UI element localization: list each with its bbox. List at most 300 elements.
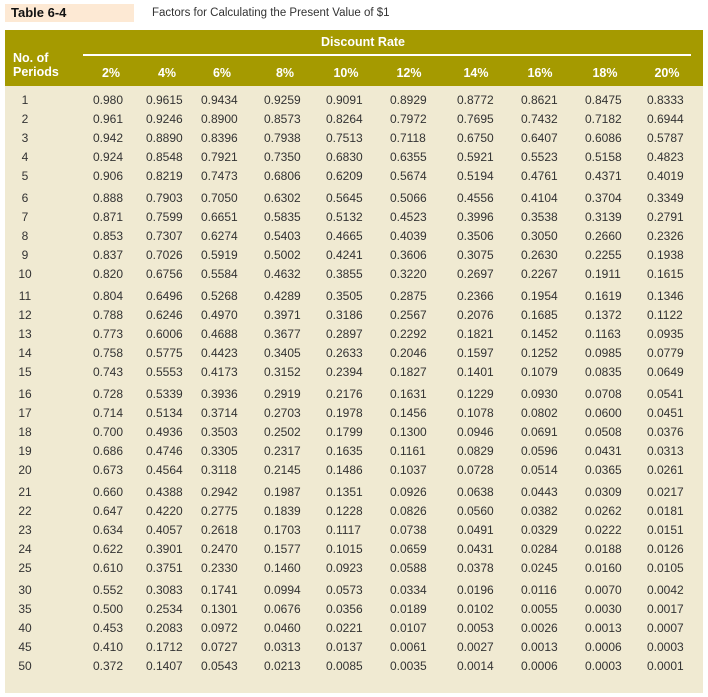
factor-cell: 0.4220	[146, 504, 183, 518]
factor-cell: 0.0378	[457, 561, 494, 575]
table-row	[5, 129, 703, 148]
periods-heading-line2: Periods	[13, 65, 59, 79]
factor-cell: 0.2502	[264, 425, 301, 439]
period-cell: 8	[21, 229, 29, 243]
table-row	[5, 657, 703, 676]
factor-cell: 0.1712	[146, 640, 183, 654]
period-cell: 50	[18, 659, 32, 673]
factor-cell: 0.0017	[647, 602, 684, 616]
factor-cell: 0.2176	[326, 387, 363, 401]
table-row	[5, 325, 703, 344]
factor-cell: 0.7695	[457, 112, 494, 126]
table-row	[5, 559, 703, 578]
factor-cell: 0.0013	[585, 621, 622, 635]
factor-cell: 0.5553	[146, 365, 183, 379]
title-row	[0, 0, 708, 24]
factor-cell: 0.6407	[521, 131, 558, 145]
factor-cell: 0.6246	[146, 308, 183, 322]
factor-cell: 0.673	[93, 463, 124, 477]
factor-cell: 0.0727	[201, 640, 238, 654]
factor-cell: 0.0105	[647, 561, 684, 575]
table-number-label: Table 6-4	[5, 4, 134, 22]
factor-cell: 0.0027	[457, 640, 494, 654]
table-body	[5, 86, 703, 693]
rate-header-8: 18%	[592, 66, 618, 80]
factor-cell: 0.660	[93, 485, 124, 499]
period-cell: 10	[18, 267, 32, 281]
factor-cell: 0.1037	[390, 463, 427, 477]
factor-cell: 0.1821	[457, 327, 494, 341]
factor-cell: 0.5674	[390, 169, 427, 183]
factor-cell: 0.1229	[457, 387, 494, 401]
factor-cell: 0.3186	[326, 308, 363, 322]
rate-header-5: 12%	[396, 66, 422, 80]
factor-cell: 0.2630	[521, 248, 558, 262]
period-cell: 12	[18, 308, 32, 322]
factor-cell: 0.1703	[264, 523, 301, 537]
factor-cell: 0.0053	[457, 621, 494, 635]
factor-cell: 0.7026	[146, 248, 183, 262]
factor-cell: 0.0659	[390, 542, 427, 556]
factor-cell: 0.686	[93, 444, 124, 458]
factor-cell: 0.0600	[585, 406, 622, 420]
table-row	[5, 110, 703, 129]
factor-cell: 0.0443	[521, 485, 558, 499]
factor-cell: 0.2660	[585, 229, 622, 243]
factor-cell: 0.8219	[146, 169, 183, 183]
factor-cell: 0.3118	[201, 463, 237, 477]
table-row	[5, 600, 703, 619]
factor-cell: 0.7350	[264, 150, 301, 164]
table-row	[5, 502, 703, 521]
factor-cell: 0.7473	[201, 169, 238, 183]
factor-cell: 0.0160	[585, 561, 622, 575]
factor-cell: 0.0035	[390, 659, 427, 673]
factor-cell: 0.7938	[264, 131, 301, 145]
period-cell: 21	[18, 485, 32, 499]
factor-cell: 0.2326	[647, 229, 684, 243]
factor-cell: 0.4556	[457, 191, 494, 205]
factor-cell: 0.8333	[647, 93, 684, 107]
period-cell: 2	[21, 112, 29, 126]
factor-cell: 0.6496	[146, 289, 183, 303]
factor-cell: 0.3677	[264, 327, 301, 341]
factor-cell: 0.3996	[457, 210, 494, 224]
factor-cell: 0.1460	[264, 561, 301, 575]
factor-cell: 0.0042	[647, 583, 684, 597]
factor-cell: 0.1401	[457, 365, 494, 379]
period-cell: 23	[18, 523, 32, 537]
factor-cell: 0.980	[93, 93, 124, 107]
table-row	[5, 208, 703, 227]
factor-cell: 0.0451	[647, 406, 684, 420]
table-row	[5, 521, 703, 540]
factor-cell: 0.804	[93, 289, 124, 303]
period-cell: 35	[18, 602, 32, 616]
factor-cell: 0.410	[93, 640, 124, 654]
factor-cell: 0.1978	[326, 406, 363, 420]
period-cell: 20	[18, 463, 32, 477]
period-cell: 22	[18, 504, 32, 518]
factor-cell: 0.5919	[201, 248, 238, 262]
factor-cell: 0.2703	[264, 406, 301, 420]
factor-cell: 0.4523	[390, 210, 427, 224]
factor-cell: 0.1741	[201, 583, 238, 597]
factor-cell: 0.3220	[390, 267, 427, 281]
factor-cell: 0.8900	[201, 112, 238, 126]
factor-cell: 0.743	[93, 365, 124, 379]
factor-cell: 0.2076	[457, 308, 494, 322]
table-row	[5, 148, 703, 167]
factor-cell: 0.5523	[521, 150, 558, 164]
table-row	[5, 227, 703, 246]
factor-cell: 0.8548	[146, 150, 183, 164]
factor-cell: 0.4564	[146, 463, 183, 477]
factor-cell: 0.0676	[264, 602, 301, 616]
table-row	[5, 483, 703, 502]
factor-cell: 0.2366	[457, 289, 494, 303]
factor-cell: 0.1987	[264, 485, 301, 499]
rate-header-9: 20%	[654, 66, 680, 80]
factor-cell: 0.1015	[326, 542, 363, 556]
factor-cell: 0.6651	[201, 210, 238, 224]
factor-cell: 0.9615	[146, 93, 183, 107]
factor-cell: 0.3751	[146, 561, 183, 575]
factor-cell: 0.2618	[201, 523, 238, 537]
factor-cell: 0.0508	[585, 425, 622, 439]
factor-cell: 0.2942	[201, 485, 238, 499]
factor-cell: 0.4104	[521, 191, 558, 205]
factor-cell: 0.1631	[390, 387, 427, 401]
factor-cell: 0.0151	[647, 523, 684, 537]
factor-cell: 0.1407	[146, 659, 183, 673]
factor-cell: 0.6006	[146, 327, 183, 341]
factor-cell: 0.0026	[521, 621, 558, 635]
factor-cell: 0.2317	[264, 444, 301, 458]
factor-cell: 0.622	[93, 542, 124, 556]
factor-cell: 0.1597	[457, 346, 494, 360]
factor-cell: 0.2919	[264, 387, 301, 401]
period-cell: 19	[18, 444, 32, 458]
factor-cell: 0.0802	[521, 406, 558, 420]
factor-cell: 0.3349	[647, 191, 684, 205]
factor-cell: 0.2775	[201, 504, 238, 518]
factor-cell: 0.0930	[521, 387, 558, 401]
factor-cell: 0.0189	[390, 602, 427, 616]
factor-cell: 0.0708	[585, 387, 622, 401]
factor-cell: 0.9259	[264, 93, 301, 107]
factor-cell: 0.1954	[521, 289, 558, 303]
factor-cell: 0.1911	[585, 267, 621, 281]
factor-cell: 0.820	[93, 267, 124, 281]
factor-cell: 0.7921	[201, 150, 238, 164]
factor-cell: 0.700	[93, 425, 124, 439]
factor-cell: 0.634	[93, 523, 124, 537]
factor-cell: 0.4371	[585, 169, 622, 183]
factor-cell: 0.0826	[390, 504, 427, 518]
table-row	[5, 581, 703, 600]
factor-cell: 0.647	[93, 504, 124, 518]
factor-cell: 0.5339	[146, 387, 183, 401]
factor-cell: 0.453	[93, 621, 124, 635]
factor-cell: 0.0137	[326, 640, 363, 654]
table-row	[5, 540, 703, 559]
factor-cell: 0.0102	[457, 602, 494, 616]
factor-cell: 0.1161	[390, 444, 426, 458]
factor-cell: 0.7972	[390, 112, 427, 126]
factor-cell: 0.758	[93, 346, 124, 360]
factor-cell: 0.8475	[585, 93, 622, 107]
factor-cell: 0.0365	[585, 463, 622, 477]
factor-cell: 0.6806	[264, 169, 301, 183]
factor-cell: 0.0926	[390, 485, 427, 499]
table-row	[5, 287, 703, 306]
factor-cell: 0.8396	[201, 131, 238, 145]
rate-header-1: 4%	[157, 66, 177, 80]
factor-cell: 0.372	[93, 659, 124, 673]
factor-cell: 0.5002	[264, 248, 301, 262]
factor-cell: 0.8772	[457, 93, 494, 107]
factor-cell: 0.2394	[326, 365, 363, 379]
factor-cell: 0.2145	[264, 463, 301, 477]
factor-cell: 0.0070	[585, 583, 622, 597]
factor-cell: 0.2897	[326, 327, 363, 341]
factor-cell: 0.0491	[457, 523, 494, 537]
factor-cell: 0.4173	[201, 365, 238, 379]
factor-cell: 0.7118	[390, 131, 426, 145]
factor-cell: 0.5645	[326, 191, 363, 205]
factor-cell: 0.0514	[521, 463, 558, 477]
factor-cell: 0.5787	[647, 131, 684, 145]
factor-cell: 0.9246	[146, 112, 183, 126]
factor-cell: 0.3305	[201, 444, 238, 458]
period-cell: 45	[18, 640, 32, 654]
factor-cell: 0.0262	[585, 504, 622, 518]
factor-cell: 0.6944	[647, 112, 684, 126]
factor-cell: 0.2633	[326, 346, 363, 360]
factor-cell: 0.2470	[201, 542, 238, 556]
rate-header-3: 8%	[275, 66, 295, 80]
table-row	[5, 638, 703, 657]
factor-cell: 0.1619	[585, 289, 622, 303]
table-header	[5, 30, 703, 86]
factor-cell: 0.5134	[146, 406, 183, 420]
factor-cell: 0.1615	[647, 267, 684, 281]
factor-cell: 0.0728	[457, 463, 494, 477]
factor-cell: 0.0649	[647, 365, 684, 379]
factor-cell: 0.8621	[521, 93, 558, 107]
factor-cell: 0.1486	[326, 463, 363, 477]
factor-cell: 0.552	[93, 583, 124, 597]
period-cell: 18	[18, 425, 32, 439]
factor-cell: 0.0181	[647, 504, 684, 518]
factor-cell: 0.2534	[146, 602, 183, 616]
table-row	[5, 265, 703, 284]
factor-cell: 0.3075	[457, 248, 494, 262]
rate-header-6: 14%	[463, 66, 489, 80]
factor-cell: 0.0329	[521, 523, 558, 537]
factor-cell: 0.1079	[521, 365, 558, 379]
period-cell: 17	[18, 406, 32, 420]
factor-cell: 0.0116	[521, 583, 557, 597]
table-row	[5, 246, 703, 265]
factor-cell: 0.2083	[146, 621, 183, 635]
factor-cell: 0.7182	[585, 112, 622, 126]
factor-cell: 0.6756	[146, 267, 183, 281]
table-row	[5, 404, 703, 423]
factor-cell: 0.4019	[647, 169, 684, 183]
period-cell: 11	[18, 289, 32, 303]
factor-cell: 0.837	[93, 248, 124, 262]
factor-cell: 0.3936	[201, 387, 238, 401]
table-row	[5, 423, 703, 442]
factor-cell: 0.3050	[521, 229, 558, 243]
factor-cell: 0.1252	[521, 346, 558, 360]
factor-cell: 0.4632	[264, 267, 301, 281]
factor-cell: 0.5584	[201, 267, 238, 281]
factor-cell: 0.1346	[647, 289, 684, 303]
factor-cell: 0.7513	[326, 131, 363, 145]
factor-cell: 0.1078	[457, 406, 494, 420]
factor-cell: 0.1228	[326, 504, 363, 518]
factor-cell: 0.1122	[647, 308, 683, 322]
factor-cell: 0.906	[93, 169, 124, 183]
period-cell: 24	[18, 542, 32, 556]
factor-cell: 0.3405	[264, 346, 301, 360]
periods-heading-line1: No. of	[13, 51, 49, 65]
factor-cell: 0.0738	[390, 523, 427, 537]
factor-cell: 0.1938	[647, 248, 684, 262]
periods-heading	[13, 51, 59, 79]
factor-cell: 0.0835	[585, 365, 622, 379]
factor-cell: 0.3855	[326, 267, 363, 281]
factor-cell: 0.4057	[146, 523, 183, 537]
factor-cell: 0.5921	[457, 150, 494, 164]
factor-cell: 0.6355	[390, 150, 427, 164]
factor-cell: 0.1301	[201, 602, 238, 616]
factor-cell: 0.1685	[521, 308, 558, 322]
rate-header-2: 6%	[212, 66, 232, 80]
factor-cell: 0.853	[93, 229, 124, 243]
factor-cell: 0.3714	[201, 406, 238, 420]
factor-cell: 0.3606	[390, 248, 427, 262]
period-cell: 1	[21, 93, 29, 107]
period-cell: 3	[21, 131, 29, 145]
factor-cell: 0.3152	[264, 365, 301, 379]
factor-cell: 0.5403	[264, 229, 301, 243]
factor-cell: 0.4761	[521, 169, 558, 183]
factor-cell: 0.8264	[326, 112, 363, 126]
table-row	[5, 167, 703, 186]
factor-cell: 0.8573	[264, 112, 301, 126]
factor-cell: 0.0222	[585, 523, 622, 537]
factor-cell: 0.7050	[201, 191, 238, 205]
factor-cell: 0.1456	[390, 406, 427, 420]
factor-cell: 0.2567	[390, 308, 427, 322]
factor-cell: 0.4039	[390, 229, 427, 243]
factor-cell: 0.1827	[390, 365, 427, 379]
factor-cell: 0.9434	[201, 93, 238, 107]
factor-cell: 0.1635	[326, 444, 363, 458]
factor-cell: 0.0779	[647, 346, 684, 360]
factor-cell: 0.0356	[326, 602, 363, 616]
factor-cell: 0.6750	[457, 131, 494, 145]
factor-cell: 0.0431	[457, 542, 494, 556]
factor-cell: 0.9091	[326, 93, 363, 107]
factor-cell: 0.0055	[521, 602, 558, 616]
factor-cell: 0.4388	[146, 485, 183, 499]
factor-cell: 0.888	[93, 191, 124, 205]
period-cell: 13	[18, 327, 32, 341]
period-cell: 30	[18, 583, 32, 597]
factor-cell: 0.7599	[146, 210, 183, 224]
factor-cell: 0.0588	[390, 561, 427, 575]
table-row	[5, 461, 703, 480]
factor-cell: 0.942	[93, 131, 124, 145]
table-caption: Factors for Calculating the Present Value of $1	[152, 7, 390, 19]
factor-cell: 0.4241	[326, 248, 363, 262]
factor-cell: 0.0030	[585, 602, 622, 616]
factor-cell: 0.2292	[390, 327, 427, 341]
factor-cell: 0.5835	[264, 210, 301, 224]
period-cell: 15	[18, 365, 32, 379]
factor-cell: 0.3901	[146, 542, 183, 556]
table-row	[5, 619, 703, 638]
factor-cell: 0.0972	[201, 621, 238, 635]
factor-cell: 0.4746	[146, 444, 183, 458]
factor-cell: 0.5775	[146, 346, 183, 360]
factor-cell: 0.7307	[146, 229, 183, 243]
factor-cell: 0.6302	[264, 191, 301, 205]
factor-cell: 0.4970	[201, 308, 238, 322]
factor-cell: 0.1372	[585, 308, 622, 322]
period-cell: 25	[18, 561, 32, 575]
factor-cell: 0.500	[93, 602, 124, 616]
factor-cell: 0.0541	[647, 387, 684, 401]
discount-rate-heading: Discount Rate	[320, 35, 406, 49]
factor-cell: 0.0638	[457, 485, 494, 499]
factor-cell: 0.4936	[146, 425, 183, 439]
factor-cell: 0.4688	[201, 327, 238, 341]
factor-cell: 0.0217	[647, 485, 684, 499]
factor-cell: 0.5194	[457, 169, 494, 183]
factor-cell: 0.0829	[457, 444, 494, 458]
table-row	[5, 306, 703, 325]
factor-cell: 0.0007	[647, 621, 684, 635]
factor-cell: 0.5268	[201, 289, 238, 303]
factor-cell: 0.0126	[647, 542, 684, 556]
factor-cell: 0.1577	[264, 542, 301, 556]
factor-cell: 0.1839	[264, 504, 301, 518]
factor-cell: 0.610	[93, 561, 124, 575]
factor-cell: 0.924	[93, 150, 124, 164]
factor-cell: 0.0460	[264, 621, 301, 635]
table-row	[5, 363, 703, 382]
factor-cell: 0.0006	[585, 640, 622, 654]
rate-header-4: 10%	[333, 66, 359, 80]
factor-cell: 0.4665	[326, 229, 363, 243]
factor-cell: 0.0107	[390, 621, 427, 635]
factor-cell: 0.0221	[326, 621, 363, 635]
factor-cell: 0.3506	[457, 229, 494, 243]
factor-cell: 0.0313	[647, 444, 684, 458]
factor-cell: 0.6209	[326, 169, 363, 183]
factor-cell: 0.3505	[326, 289, 363, 303]
factor-cell: 0.3971	[264, 308, 301, 322]
period-cell: 7	[21, 210, 29, 224]
table-row	[5, 189, 703, 208]
factor-cell: 0.3704	[585, 191, 622, 205]
